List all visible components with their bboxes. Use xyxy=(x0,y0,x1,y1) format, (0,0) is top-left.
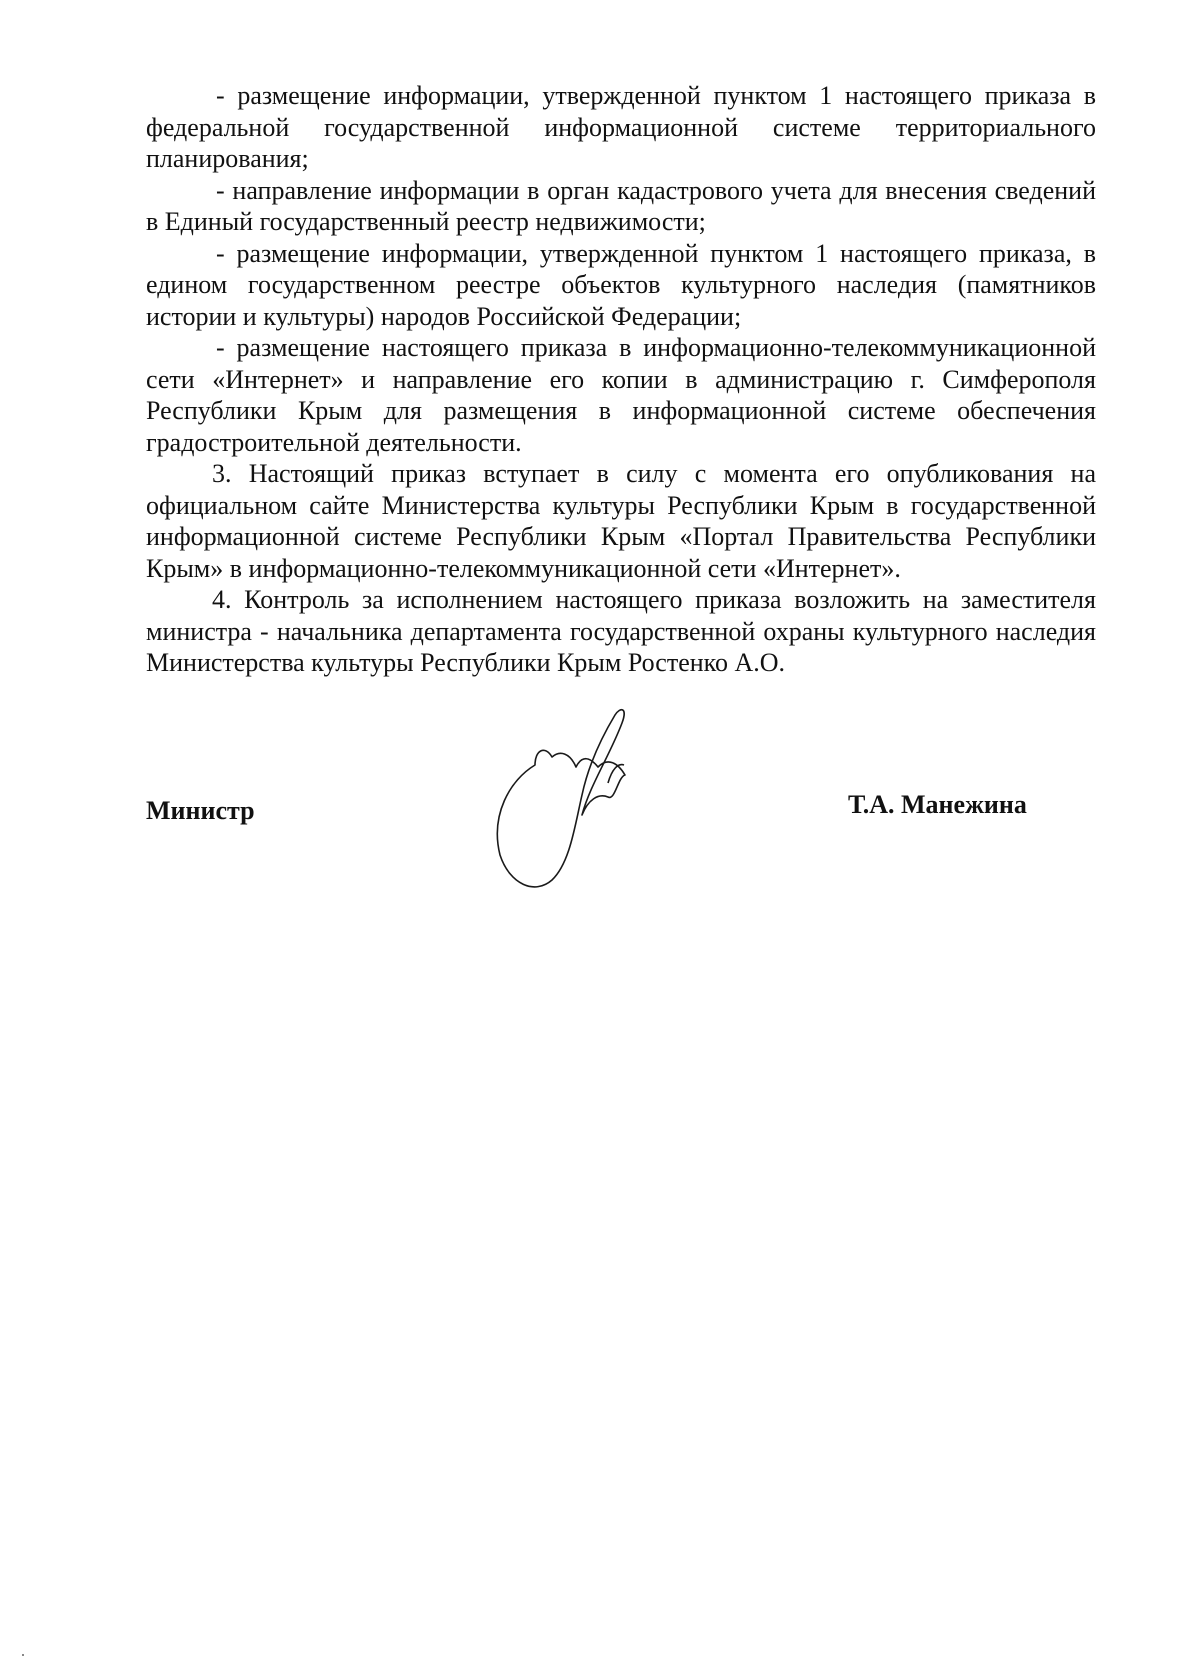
signatory-name: Т.А. Манежина xyxy=(848,790,1027,819)
paragraph-item-3: 3. Настоящий приказ вступает в силу с момента его опубликования на официальном сайте Министерства культуры Республики Крым в государственной информационной системе Республики Крым «Портал Правительства Республики Крым» в информационно-телекоммуникационной сети «Интернет». xyxy=(146,459,1096,583)
handwritten-signature xyxy=(490,705,670,905)
paragraph-heritage-registry: - размещение информации, утвержденной пунктом 1 настоящего приказа, в едином государственном реестре объектов культурного наследия (памятников истории и культуры) народов Российской Федерации; xyxy=(146,238,1096,331)
document-body xyxy=(146,80,1096,679)
paragraph-internet-placement: - размещение настоящего приказа в информационно-телекоммуникационной сети «Интернет» и направление его копии в администрацию г. Симферополя Республики Крым для размещения в информационной системе обеспечения градостроительной деятельности. xyxy=(146,333,1096,457)
paragraph-cadastral-registry: - направление информации в орган кадастрового учета для внесения сведений в Единый государственный реестр недвижимости; xyxy=(146,175,1096,236)
paragraph-item-4: 4. Контроль за исполнением настоящего приказа возложить на заместителя министра - начальника департамента государственной охраны культурного наследия Министерства культуры Республики Крым Ростенко А.О. xyxy=(146,585,1096,677)
signatory-position: Министр xyxy=(146,796,255,825)
scan-artifact xyxy=(22,1654,24,1656)
paragraph-placement-fgis: - размещение информации, утвержденной пунктом 1 настоящего приказа в федеральной государственной информационной системе территориального планирования; xyxy=(146,81,1096,173)
